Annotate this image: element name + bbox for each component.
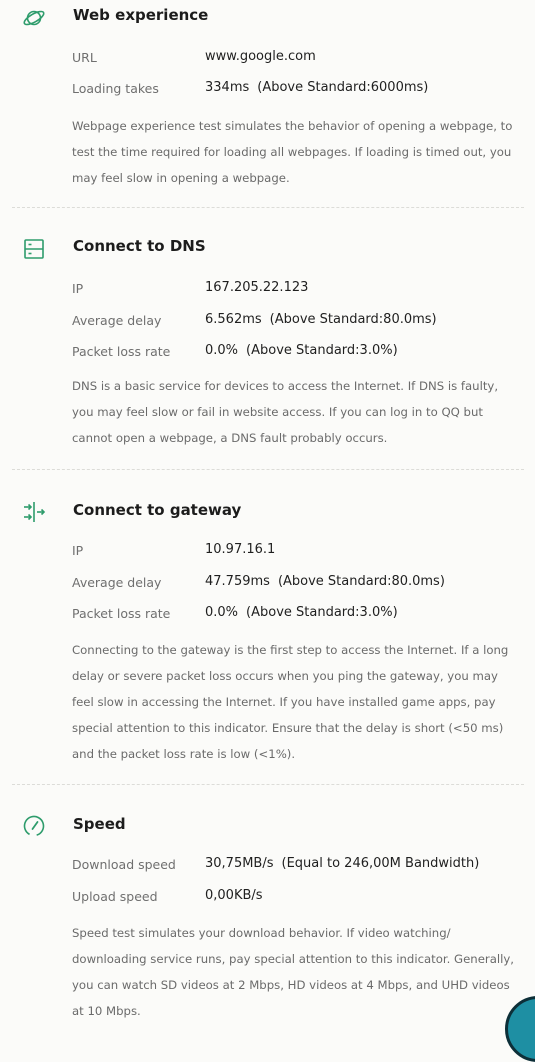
standard-note: (Above Standard:6000ms) bbox=[257, 80, 429, 95]
speedometer-icon bbox=[22, 814, 46, 838]
row-label: Download speed bbox=[72, 857, 176, 872]
dns-ip-value: 167.205.22.123 bbox=[205, 280, 309, 295]
gateway-description: Connecting to the gateway is the first step to access the Internet. If a long delay or severe packet loss occurs when you ping the gateway, you may feel slow in accessing the Internet. If you have installed game apps, pay special attention to this indicator. Ensure that the delay is short (<50 ms) and the packet loss rate is low (<1%). bbox=[72, 643, 509, 761]
gateway-ip-value: 10.97.16.1 bbox=[205, 542, 276, 557]
row-label: IP bbox=[72, 543, 84, 558]
dns-delay-value: 6.562ms (Above Standard:80.0ms) bbox=[205, 312, 437, 327]
row-label: Packet loss rate bbox=[72, 344, 171, 359]
gateway-arrows-icon bbox=[22, 500, 46, 524]
upload-speed-value: 0,00KB/s bbox=[205, 888, 263, 903]
gateway-ip-row bbox=[0, 541, 535, 563]
loading-time-row bbox=[0, 79, 535, 101]
url-value: www.google.com bbox=[205, 49, 316, 64]
web-experience-description: Webpage experience test simulates the behavior of opening a webpage, to test the time required for loading all webpages. If loading is timed out, you may feel slow in opening a webpage. bbox=[72, 119, 513, 185]
section-divider bbox=[12, 207, 524, 208]
dns-header bbox=[0, 234, 535, 264]
dns-ip-row bbox=[0, 279, 535, 301]
loading-time-value: 334ms (Above Standard:6000ms) bbox=[205, 80, 429, 95]
gateway-delay-value: 47.759ms (Above Standard:80.0ms) bbox=[205, 574, 445, 589]
gateway-delay-row bbox=[0, 573, 535, 595]
row-label: Packet loss rate bbox=[72, 606, 171, 621]
section-title: Web experience bbox=[73, 6, 209, 24]
download-speed-value: 30,75MB/s (Equal to 246,00M Bandwidth) bbox=[205, 856, 480, 871]
section-divider bbox=[12, 469, 524, 470]
section-divider bbox=[12, 784, 524, 785]
row-label: URL bbox=[72, 50, 97, 65]
row-label: Average delay bbox=[72, 575, 162, 590]
dns-delay-row bbox=[0, 311, 535, 333]
row-label: Loading takes bbox=[72, 81, 159, 96]
bandwidth-note: (Equal to 246,00M Bandwidth) bbox=[281, 856, 480, 871]
row-label: Upload speed bbox=[72, 889, 158, 904]
standard-note: (Above Standard:80.0ms) bbox=[269, 312, 437, 327]
upload-speed-row bbox=[0, 887, 535, 909]
dns-loss-row bbox=[0, 342, 535, 364]
gateway-header bbox=[0, 498, 535, 528]
server-icon bbox=[22, 237, 46, 261]
speed-description: Speed test simulates your download behavior. If video watching/ downloading service runs, pay special attention to this indicator. Generally, you can watch SD videos at 2 Mbps, HD videos at 4 Mbps, and UHD videos at 10 Mbps. bbox=[72, 926, 514, 1018]
download-speed-row bbox=[0, 855, 535, 877]
dns-description: DNS is a basic service for devices to access the Internet. If DNS is faulty, you may feel slow or fail in website access. If you can log in to QQ but cannot open a webpage, a DNS fault probably occurs. bbox=[72, 379, 499, 445]
planet-icon bbox=[22, 6, 46, 30]
gateway-loss-value: 0.0% (Above Standard:3.0%) bbox=[205, 605, 398, 620]
dns-loss-value: 0.0% (Above Standard:3.0%) bbox=[205, 343, 398, 358]
row-label: IP bbox=[72, 281, 84, 296]
gateway-loss-row bbox=[0, 604, 535, 626]
web-experience-header bbox=[0, 3, 535, 33]
section-title: Connect to DNS bbox=[73, 237, 206, 255]
url-row bbox=[0, 48, 535, 70]
section-title: Speed bbox=[73, 815, 126, 833]
row-label: Average delay bbox=[72, 313, 162, 328]
standard-note: (Above Standard:3.0%) bbox=[246, 343, 398, 358]
speed-header bbox=[0, 812, 535, 842]
standard-note: (Above Standard:80.0ms) bbox=[277, 574, 445, 589]
standard-note: (Above Standard:3.0%) bbox=[246, 605, 398, 620]
section-title: Connect to gateway bbox=[73, 501, 242, 519]
